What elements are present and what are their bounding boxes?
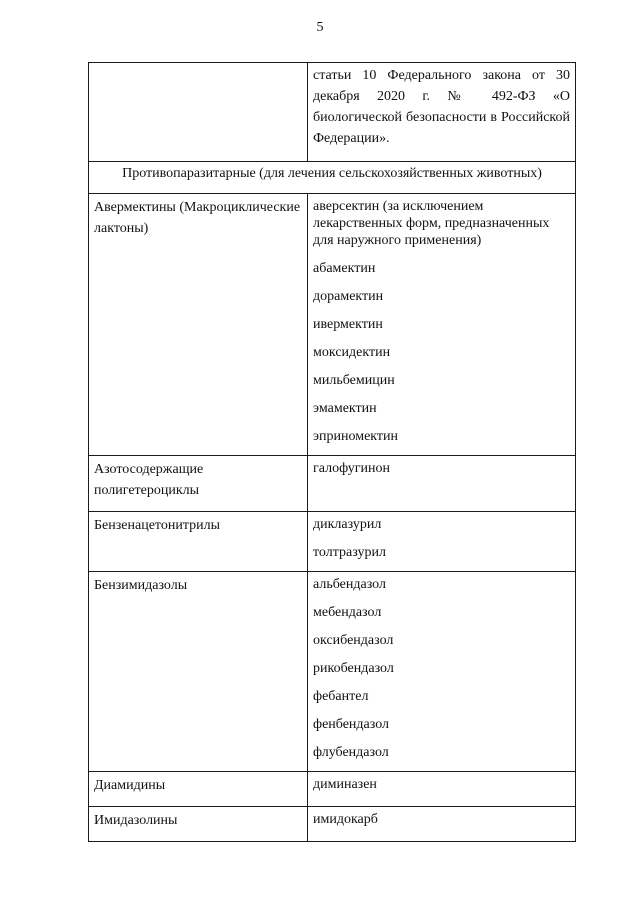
group-name: Азотосодержащие полигетероциклы: [94, 462, 204, 498]
substance-name: рикобендазол: [313, 661, 394, 676]
substance-name: эприномектин: [313, 429, 399, 444]
table-row: [89, 456, 576, 512]
group-cell: [89, 512, 308, 572]
substance-name: моксидектин: [313, 345, 391, 360]
substance-name: дорамектин: [313, 289, 384, 304]
substance-name: оксибендазол: [313, 633, 394, 648]
group-cell: [89, 572, 308, 772]
table-row: [89, 807, 576, 842]
group-name: Имидазолины: [94, 813, 178, 828]
substance-cell: [308, 512, 576, 572]
substance-cell: [308, 572, 576, 772]
substance-name: фенбендазол: [313, 717, 390, 732]
table-row: [89, 512, 576, 572]
group-name: Диамидины: [94, 778, 166, 793]
substance-name: галофугинон: [313, 461, 391, 476]
group-name: Авермектины (Макроциклические лактоны): [94, 200, 301, 236]
substance-cell: [308, 194, 576, 456]
substance-cell: [308, 807, 576, 842]
section-heading-row: [89, 162, 576, 194]
empty-cell: [89, 63, 308, 162]
legal-reference-text: статьи 10 Федерального закона от 30 декабря 2020 г. № 492-ФЗ «О биологической безопасности в Российской Федерации».: [313, 68, 570, 146]
substance-name: альбендазол: [313, 577, 386, 592]
group-cell: [89, 807, 308, 842]
table-row-continued: [89, 63, 576, 162]
substance-name: мебендазол: [313, 605, 382, 620]
table-row: [89, 194, 576, 456]
substance-name: мильбемицин: [313, 373, 395, 388]
table-row: [89, 772, 576, 807]
substance-name: флубендазол: [313, 745, 389, 760]
group-cell: [89, 456, 308, 512]
substance-name: эмамектин: [313, 401, 377, 416]
substance-cell: [308, 456, 576, 512]
group-cell: [89, 772, 308, 807]
substances-table: [88, 62, 576, 842]
table-row: [89, 572, 576, 772]
substance-name: абамектин: [313, 261, 376, 276]
substance-name: аверсектин (за исключением лекарственных форм, предназначенных для наружного применения): [313, 199, 550, 248]
substance-name: диклазурил: [313, 517, 382, 532]
substance-name: диминазен: [313, 777, 377, 792]
substance-name: фебантел: [313, 689, 369, 704]
substance-cell: [308, 772, 576, 807]
substance-name: ивермектин: [313, 317, 383, 332]
substance-name: толтразурил: [313, 545, 386, 560]
group-name: Бензимидазолы: [94, 578, 188, 593]
legal-reference-cell: [308, 63, 576, 162]
group-name: Бензенацетонитрилы: [94, 518, 220, 533]
section-heading: Противопаразитарные (для лечения сельскохозяйственных животных): [89, 162, 576, 194]
group-cell: [89, 194, 308, 456]
page-number: 5: [316, 20, 324, 35]
substance-name: имидокарб: [313, 812, 378, 827]
